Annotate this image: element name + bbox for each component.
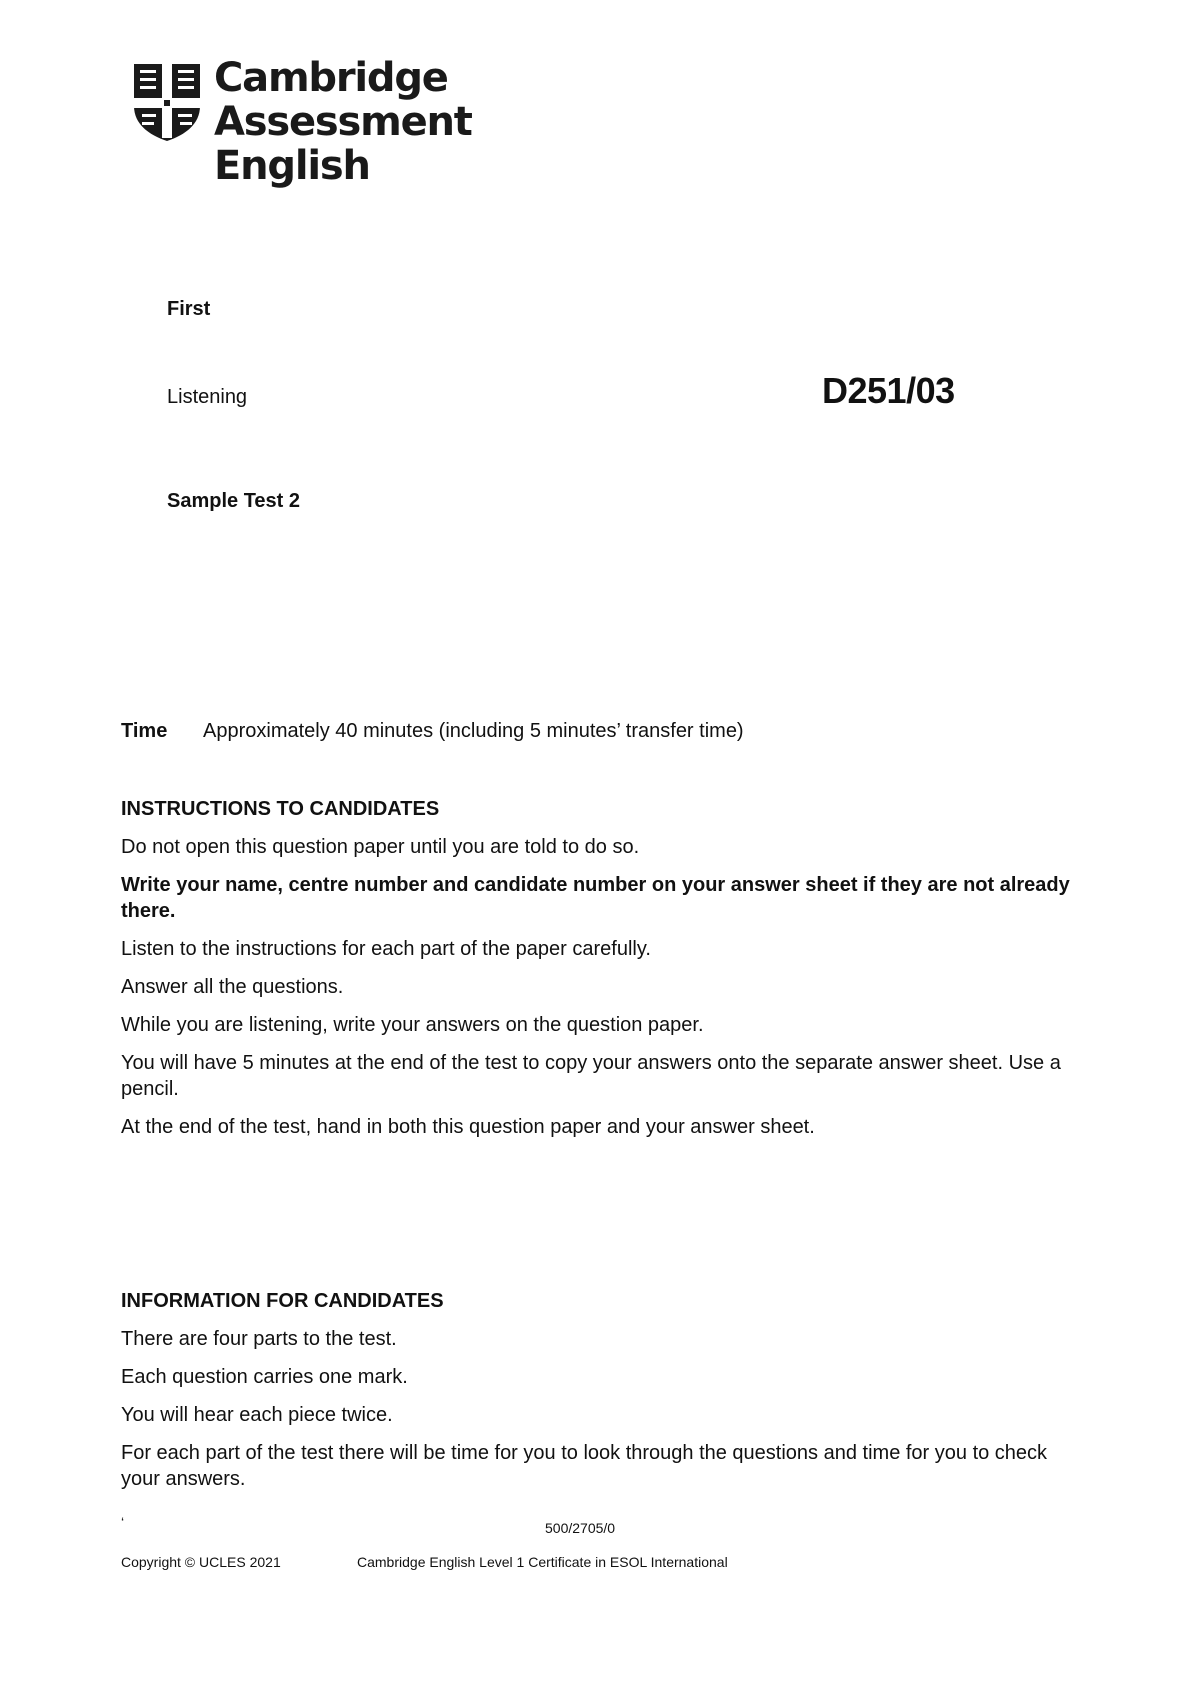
- information-item: There are four parts to the test.: [121, 1328, 397, 1350]
- information-heading: INFORMATION FOR CANDIDATES: [121, 1290, 444, 1312]
- logo-line-2: English: [214, 143, 370, 189]
- test-name: Sample Test 2: [167, 490, 301, 512]
- paper-name: Listening: [167, 386, 248, 408]
- footer-certificate: Cambridge English Level 1 Certificate in ESOL International: [357, 1554, 728, 1570]
- logo-wordmark: [214, 56, 652, 188]
- information-item: For each part of the test there will be time for you to look through the questions and time for you to check your answers.: [121, 1442, 1048, 1490]
- instruction-item: Do not open this question paper until you are told to do so.: [121, 836, 640, 858]
- instruction-item: While you are listening, write your answers on the question paper.: [121, 1014, 704, 1036]
- instruction-item: You will have 5 minutes at the end of the test to copy your answers onto the separate answer sheet. Use a pencil.: [121, 1052, 1061, 1100]
- logo-line-1: Cambridge Assessment: [214, 55, 472, 145]
- footer-copyright: Copyright © UCLES 2021: [121, 1554, 281, 1570]
- instruction-item: Answer all the questions.: [121, 976, 344, 998]
- instructions-heading: INSTRUCTIONS TO CANDIDATES: [121, 798, 440, 820]
- time-label: Time: [121, 720, 168, 742]
- instructions-section: [121, 796, 1081, 1152]
- time-value: Approximately 40 minutes (including 5 minutes’ transfer time): [203, 720, 744, 742]
- paper-code: D251/03: [822, 370, 955, 411]
- crest-icon: [132, 62, 202, 142]
- information-section: [121, 1288, 1081, 1504]
- footer-tick: ‘: [121, 1514, 125, 1530]
- footer-code: 500/2705/0: [545, 1520, 616, 1536]
- exam-level: First: [167, 298, 211, 320]
- information-item: Each question carries one mark.: [121, 1366, 408, 1388]
- information-item: You will hear each piece twice.: [121, 1404, 393, 1426]
- time-row: [121, 720, 744, 743]
- instruction-item: Write your name, centre number and candidate number on your answer sheet if they are not already there.: [121, 874, 1070, 922]
- cambridge-logo: [132, 55, 652, 189]
- instruction-item: Listen to the instructions for each part of the paper carefully.: [121, 938, 651, 960]
- instruction-item: At the end of the test, hand in both this question paper and your answer sheet.: [121, 1116, 815, 1138]
